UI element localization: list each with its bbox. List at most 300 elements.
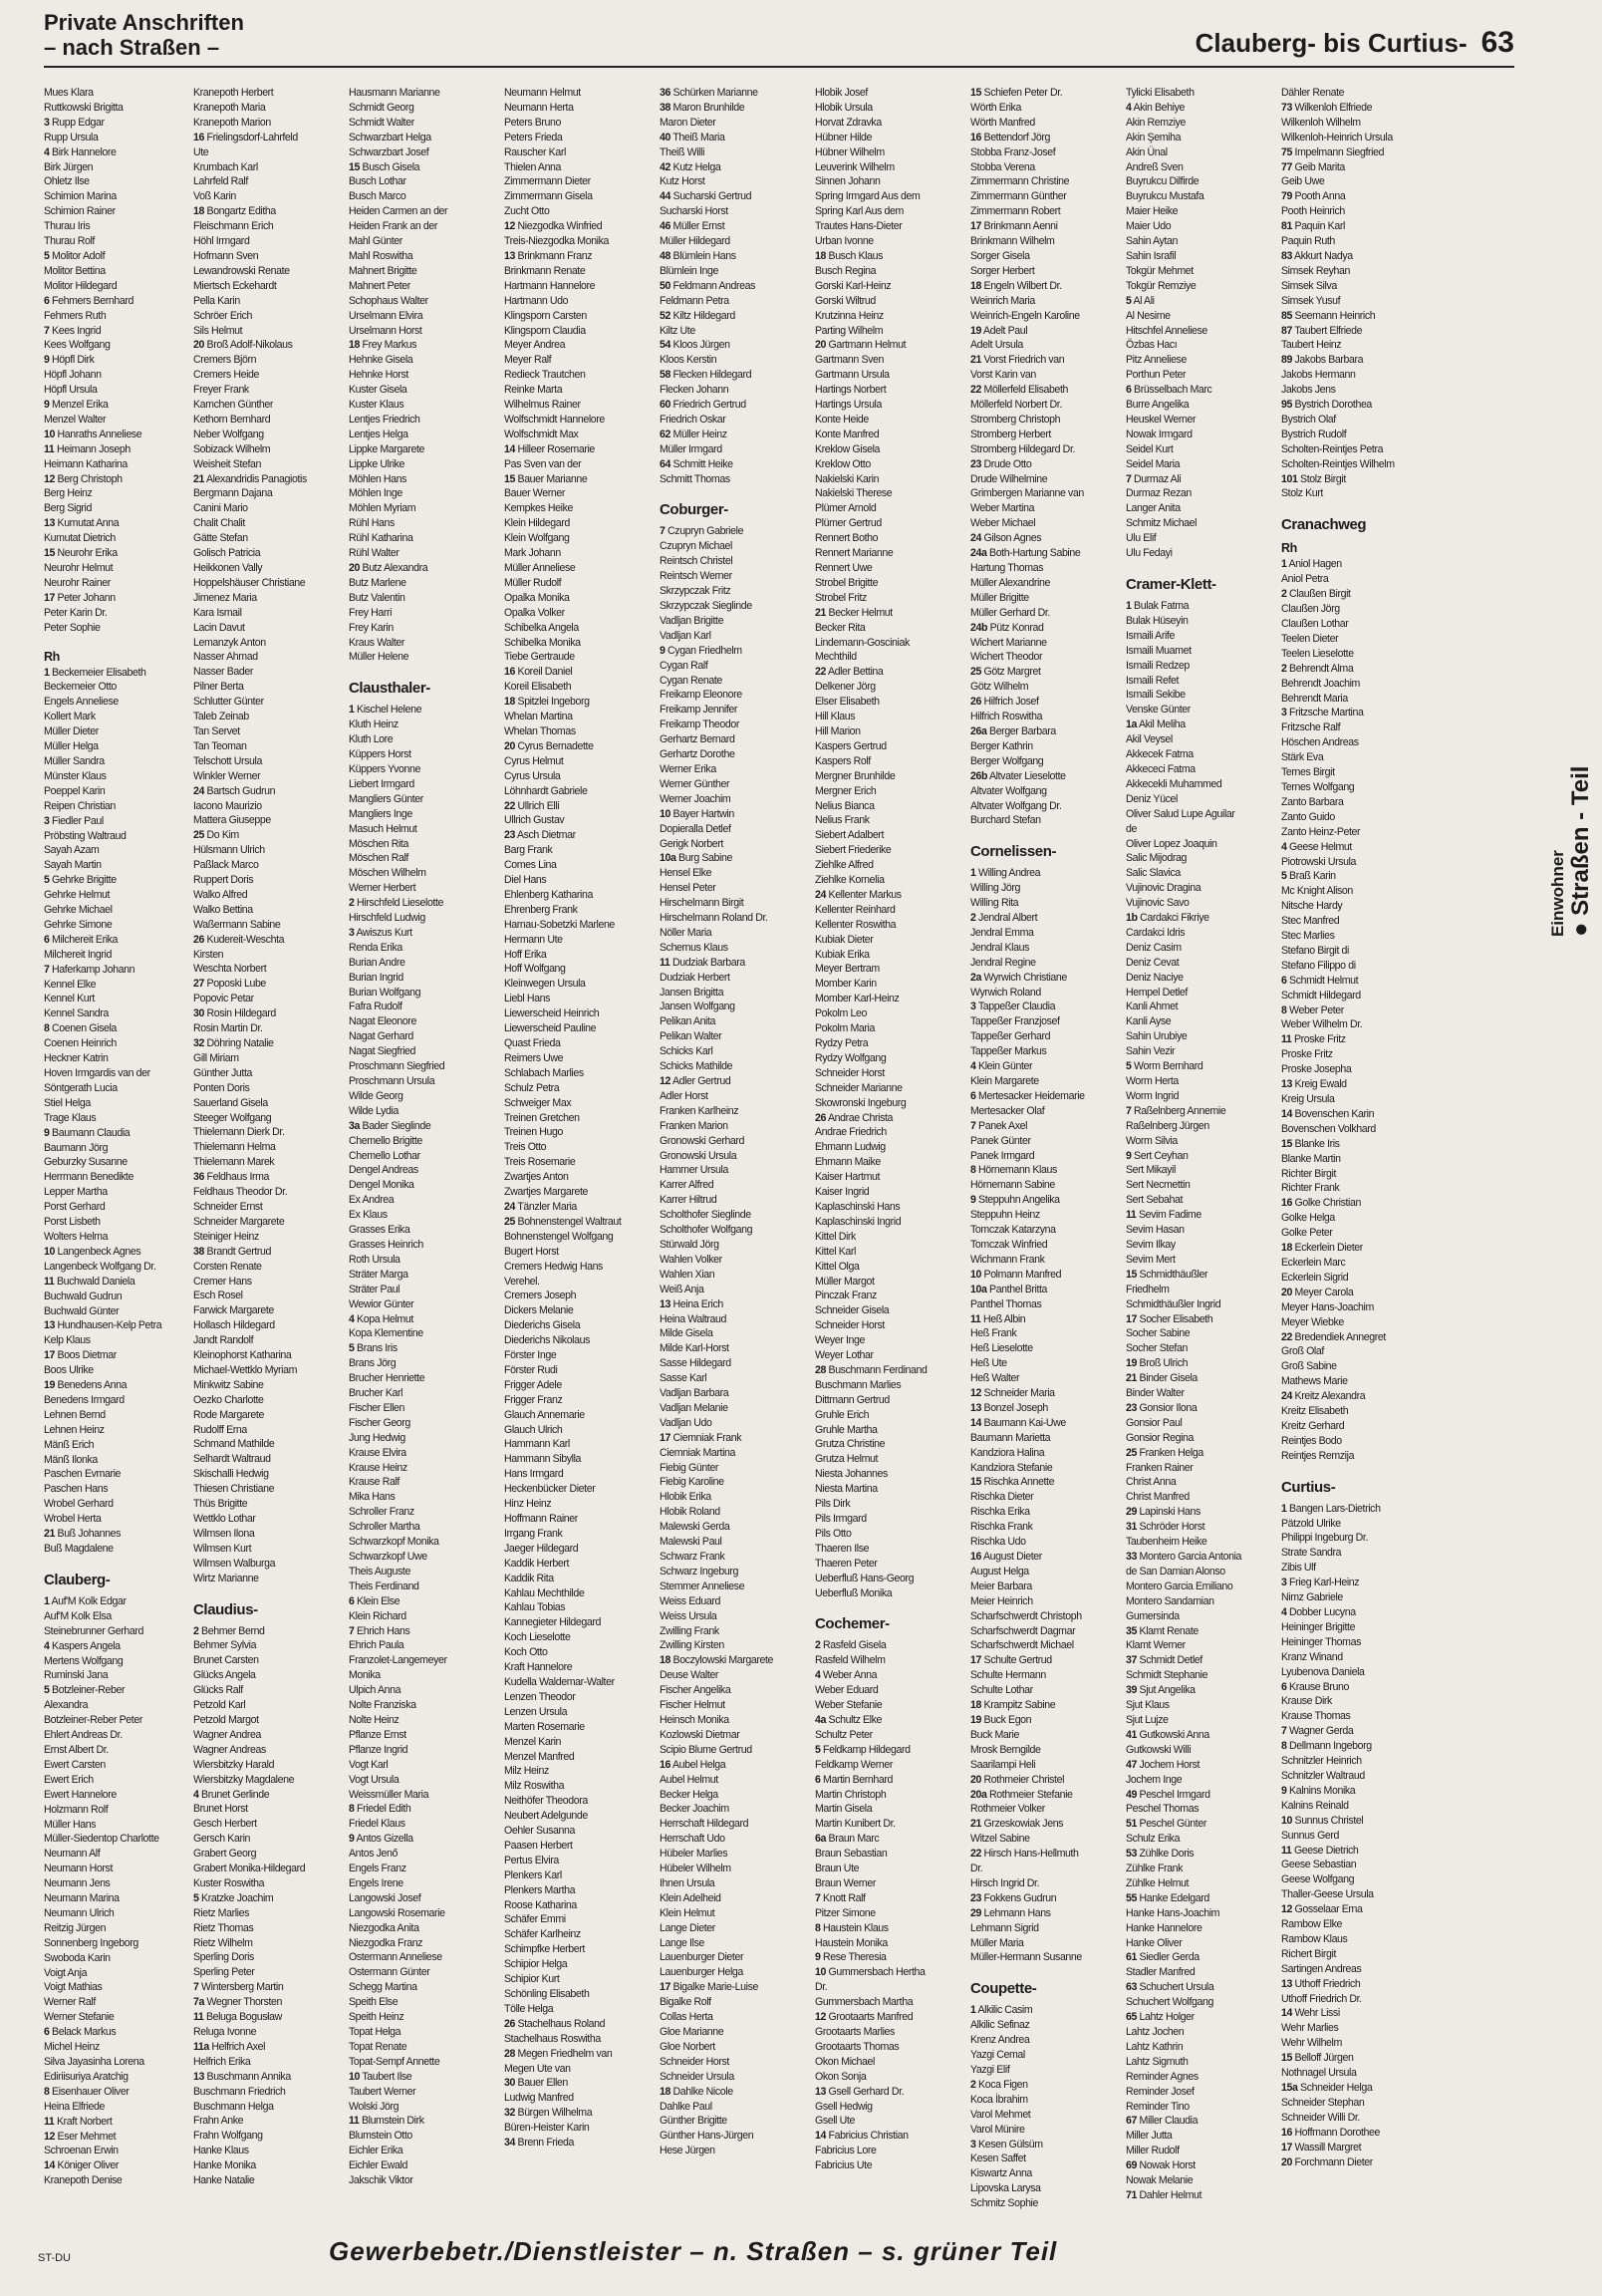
resident-entry: Hartings Ursula [815,399,883,412]
resident-entry: Sartingen Andreas [1281,1962,1362,1975]
resident-entry: Telschott Ursula [193,754,262,767]
resident-entry: Trautes Hans-Dieter [815,220,903,233]
street-heading: Cranachweg [1281,516,1367,534]
resident-entry: Mergner Erich [815,784,877,797]
resident-entry: Reipen Christian [44,799,116,812]
house-number: 26 [193,933,204,946]
resident-entry: 19 Benedens Anna [44,1379,128,1392]
house-number: 3 [1281,707,1287,719]
resident-entry: 10 Gummersbach Hertha [815,1966,926,1979]
resident-entry: 21 Binder Gisela [1126,1372,1198,1385]
resident-entry: Hanke Klaus [193,2145,249,2157]
house-number: 19 [44,1379,55,1392]
house-number: 22 [504,799,515,812]
resident-entry: Sträter Paul [349,1283,400,1295]
house-number: 14 [970,1416,981,1429]
resident-entry: Maron Dieter [660,116,716,129]
resident-entry: Werner Stefanie [44,2011,115,2024]
resident-entry: 1 Aniol Hagen [1281,558,1342,571]
resident-entry: Konte Manfred [815,428,880,440]
resident-entry: Schwarzkopf Uwe [349,1551,427,1563]
resident-entry: Kreitz Gerhard [1281,1419,1345,1432]
resident-entry: Ohletz Ilse [44,175,90,188]
resident-entry: Helfrich Erika [193,2055,251,2068]
resident-entry: Neber Wolfgang [193,428,264,440]
resident-entry: Deniz Cevat [1126,956,1180,969]
resident-entry: Pitz Anneliese [1126,354,1187,367]
house-number: 38 [660,101,670,114]
directory-column-4 [504,86,654,2151]
resident-entry: Zanto Guido [1281,810,1335,823]
house-number: 7 [193,1981,199,1994]
resident-entry: Reintjes Remzija [1281,1449,1355,1462]
resident-entry: Rambow Klaus [1281,1932,1348,1945]
resident-entry: Kandziora Halina [970,1446,1045,1459]
resident-entry: Müller Rudolf [504,576,562,589]
resident-entry: Kreitz Elisabeth [1281,1405,1349,1418]
resident-entry: 21 Vorst Friedrich van [970,354,1065,367]
resident-entry: Rischka Erika [970,1506,1030,1519]
resident-entry: Klamt Werner [1126,1639,1186,1652]
resident-entry: 11 Blumstein Dirk [349,2115,424,2128]
resident-entry: 4 Akin Behiye [1126,101,1186,114]
resident-entry: Winkler Werner [193,769,261,782]
resident-entry: Hartung Thomas [970,562,1044,574]
resident-entry: Rasfeld Wilhelm [815,1654,886,1667]
resident-entry: Klein Hildegard [504,517,570,530]
resident-entry: Milde Karl-Horst [660,1342,729,1355]
resident-entry: 9 Rese Theresia [815,1951,887,1964]
resident-entry: 2 Claußen Birgit [1281,588,1351,601]
resident-entry: 18 Spitzlei Ingeborg [504,696,590,709]
house-number: 13 [660,1297,670,1310]
resident-entry: Paßlack Marco [193,859,259,872]
resident-entry: Hanke Natalie [193,2174,255,2187]
resident-entry: Lindemann-Gosciniak [815,636,910,649]
resident-entry: Nasser Ahmad [193,651,258,664]
resident-entry: Freikamp Eleonore [660,689,742,702]
house-number: 6 [44,294,50,307]
resident-entry: Gorski Wiltrud [815,294,876,307]
resident-entry: Scipio Blume Gertrud [660,1743,752,1756]
resident-entry: Glücks Angela [193,1669,256,1682]
resident-entry: Vogt Ursula [349,1773,400,1786]
resident-entry: Hartmann Udo [504,294,569,307]
house-number: 10 [970,1268,981,1281]
house-number: 18 [815,249,826,262]
resident-entry: Hehnke Gisela [349,354,413,367]
resident-entry: Schegg Martina [349,1981,417,1994]
resident-entry: Müller Dieter [44,725,99,738]
resident-entry: 75 Impelmann Siegfried [1281,145,1385,158]
resident-entry: 11 Heß Albin [970,1312,1026,1325]
house-number: 4 [1126,101,1132,114]
resident-entry: Büren-Heister Karin [504,2122,590,2135]
resident-entry: Küppers Horst [349,748,411,761]
resident-entry: 10 Langenbeck Agnes [44,1245,141,1258]
resident-entry: Porst Gerhard [44,1201,106,1214]
resident-entry: Adelt Ursula [970,339,1023,352]
resident-entry: Kahlau Mechthilde [504,1586,585,1599]
resident-entry: Hanke Monika [193,2159,256,2172]
resident-entry: Kaiser Ingrid [815,1186,870,1199]
resident-entry: Schönling Elisabeth [504,1988,590,2000]
resident-entry: Urselmann Horst [349,324,422,337]
resident-entry: 16 Golke Christian [1281,1197,1361,1210]
resident-entry: Reminder Agnes [1126,2070,1199,2083]
resident-entry: Götz Wilhelm [970,681,1029,694]
resident-entry: 6 Milchereit Erika [44,933,119,946]
resident-entry: Tiebe Gertraude [504,651,575,664]
resident-entry: Gerhartz Bernard [660,733,735,746]
resident-entry: Scharfschwerdt Dagmar [970,1624,1076,1637]
street-heading: Coupette- [970,1980,1037,1998]
resident-entry: Lehmann Sigrid [970,1921,1039,1934]
resident-entry: Verehel. [504,1275,540,1288]
resident-entry: Petzold Karl [193,1699,246,1712]
resident-entry: Vorst Karin van [970,369,1036,382]
resident-entry: Steinebrunner Gerhard [44,1624,143,1637]
house-number: 15 [349,160,360,173]
resident-entry: Roth Ursula [349,1253,400,1266]
resident-entry: Elser Elisabeth [815,696,880,709]
resident-entry: Okon Sonja [815,2070,867,2083]
resident-entry: Pokolm Maria [815,1022,875,1035]
resident-entry: Molitor Bettina [44,264,106,277]
resident-entry: 1 Auf'M Kolk Edgar [44,1594,127,1607]
resident-entry: Kaplaschinski Ingrid [815,1215,902,1228]
house-number: 21 [1126,1372,1137,1385]
footer-note: Gewerbebetr./Dienstleister – n. Straßen – s. grüner Teil [329,2236,1058,2266]
resident-entry: Hanke Hans-Joachim [1126,1906,1220,1919]
resident-entry: 17 Bigalke Marie-Luise [660,1981,758,1994]
house-number: 42 [660,160,670,173]
resident-entry: Brunet Carsten [193,1654,259,1667]
resident-entry: Buck Marie [970,1728,1019,1741]
resident-entry: Lange Ilse [660,1936,704,1949]
resident-entry: 9 Höpfl Dirk [44,354,95,367]
resident-entry: Dickers Melanie [504,1304,574,1317]
resident-entry: Weschta Norbert [193,963,267,976]
resident-entry: 2 Rasfeld Gisela [815,1639,887,1652]
resident-entry: Martin Kunibert Dr. [815,1818,896,1831]
resident-entry: Kaiser Hartmut [815,1171,881,1184]
house-number: 16 [660,1758,670,1771]
resident-entry: Pas Sven van der [504,457,582,470]
resident-entry: Hammer Ursula [660,1164,728,1177]
resident-entry: Schmidt Stephanie [1126,1669,1208,1682]
resident-entry: Venske Günter [1126,704,1191,717]
resident-entry: 23 Fokkens Gudrun [970,1891,1057,1904]
resident-entry: Braun Sebastian [815,1848,888,1861]
resident-entry: Milz Heinz [504,1765,549,1778]
resident-entry: 73 Wilkenloh Elfriede [1281,101,1373,114]
house-number: 12 [815,2011,826,2024]
resident-entry: Kraft Hannelore [504,1661,573,1674]
resident-entry: Özbas Hacı [1126,339,1178,352]
resident-entry: Wrobel Gerhard [44,1498,114,1511]
resident-entry: Kiswartz Anna [970,2167,1032,2180]
resident-entry: Tan Servet [193,724,240,737]
resident-entry: Kranz Winand [1281,1650,1343,1663]
resident-entry: Busch Lothar [349,175,406,188]
resident-entry: Pokolm Leo [815,1007,867,1020]
resident-entry: Schuchert Wolfgang [1126,1996,1214,2009]
resident-entry: Brans Jörg [349,1357,397,1370]
resident-entry: Ediriisuriya Aratchig [44,2070,129,2083]
house-number: 26a [970,724,987,737]
resident-entry: Berger Kathrin [970,739,1033,752]
resident-entry: 20 Broß Adolf-Nikolaus [193,339,293,352]
resident-entry: Parting Wilhelm [815,324,884,337]
resident-entry: 3 Fiedler Paul [44,814,104,827]
resident-entry: Kluth Heinz [349,718,399,731]
resident-entry: 17 Brinkmann Aenni [970,220,1058,233]
resident-entry: Ueberfluß Monika [815,1586,893,1599]
resident-entry: 2 Hirschfeld Lieselotte [349,897,444,910]
resident-entry: Thurau Iris [44,220,91,233]
resident-entry: 9 Menzel Erika [44,399,109,412]
resident-entry: Lemanzyk Anton [193,636,266,649]
resident-entry: Golke Peter [1281,1227,1333,1240]
resident-entry: Busch Regina [815,264,877,277]
resident-entry: 19 Buck Egon [970,1713,1032,1726]
house-number: 71 [1126,2188,1137,2201]
house-number: 16 [970,131,981,144]
resident-entry: Peters Bruno [504,116,562,129]
street-heading: Clausthaler- [349,680,430,698]
house-number: 15 [44,547,55,560]
resident-entry: Stachelhaus Roswitha [504,2032,601,2045]
resident-entry: 12 Adler Gertrud [660,1075,731,1087]
resident-entry: Gätte Stefan [193,532,248,545]
resident-entry: Zucht Otto [504,205,550,218]
resident-entry: Fischer Georg [349,1416,410,1429]
house-number: 9 [815,1951,821,1964]
resident-entry: 16 Aubel Helga [660,1758,726,1771]
house-number: 24 [970,532,981,545]
resident-entry: Paquin Ruth [1281,235,1335,248]
resident-entry: Neumann Ulrich [44,1906,115,1919]
resident-entry: 29 Lehmann Hans [970,1906,1051,1919]
resident-entry: Heinsch Monika [660,1713,729,1726]
resident-entry: 65 Lahtz Holger [1126,2011,1195,2024]
house-number: 24 [504,1200,515,1213]
resident-entry: Cremers Björn [193,354,257,367]
house-number: 79 [1281,190,1292,203]
resident-entry: 87 Taubert Elfriede [1281,324,1363,337]
house-number: 14 [815,2130,826,2143]
house-number: 7 [970,1119,976,1132]
house-number: 61 [1126,1951,1137,1964]
resident-entry: Hermann Ute [504,933,563,946]
resident-entry: Lahrfeld Ralf [193,175,248,188]
resident-entry: Gehrke Simone [44,918,113,931]
resident-entry: Weber Stefanie [815,1699,883,1712]
resident-entry: Worm Silvia [1126,1134,1178,1147]
resident-entry: Lyubenova Daniela [1281,1665,1365,1678]
resident-entry: Sevim Ilkay [1126,1238,1176,1251]
house-number: 25 [504,1215,515,1228]
resident-entry: 13 Kumutat Anna [44,517,120,530]
resident-entry: Freikamp Theodor [660,718,739,731]
house-number: 52 [660,309,670,322]
resident-entry: Höhl Irmgard [193,235,250,248]
house-number: 2 [970,912,976,925]
resident-entry: Raßelnberg Jürgen [1126,1119,1209,1132]
spacer [970,828,1120,838]
resident-entry: Jendral Emma [970,926,1034,939]
resident-entry: 5 Gehrke Brigitte [44,874,117,887]
resident-entry: Möschen Ralf [349,852,408,865]
resident-entry: Kopa Klementine [349,1327,423,1340]
resident-entry: Cremers Hedwig Hans [504,1260,603,1273]
house-number: 44 [660,190,670,203]
resident-entry: Hartings Norbert [815,384,887,397]
resident-entry: Dähler Renate [1281,87,1345,99]
resident-entry: Müller Hans [44,1818,97,1831]
resident-entry: Wettklo Lothar [193,1513,256,1525]
resident-entry: 21 Buß Johannes [44,1528,122,1541]
resident-entry: Claußen Lothar [1281,618,1349,630]
resident-entry: 14 Fabricius Christian [815,2130,909,2143]
resident-entry: Miller Jutta [1126,2130,1173,2143]
resident-entry: Mues Klara [44,87,94,99]
resident-entry: Kandziora Stefanie [970,1461,1053,1474]
resident-entry: Oliver Lopez Joaquin [1126,837,1217,850]
resident-entry: 40 Theiß Maria [660,131,725,144]
resident-entry: Weber Michael [970,517,1036,530]
resident-entry: 9 Sert Ceyhan [1126,1149,1189,1162]
house-number: 15 [504,472,515,485]
resident-entry: Wilkenloh Wilhelm [1281,116,1361,129]
resident-entry: Ewert Hannelore [44,1788,117,1801]
resident-entry: Bigalke Rolf [660,1996,711,2009]
resident-entry: Jung Hedwig [349,1431,405,1444]
resident-entry: Ismaili Sekibe [1126,689,1186,702]
resident-entry: Willing Rita [970,897,1019,910]
house-number: 6 [970,1089,976,1102]
resident-entry: Altvater Wolfgang [970,784,1047,797]
resident-entry: Sträter Marga [349,1268,408,1281]
resident-entry: Brinkmann Renate [504,264,586,277]
resident-entry: Piotrowski Ursula [1281,855,1357,868]
resident-entry: Uthoff Friedrich Dr. [1281,1992,1362,2005]
house-number: 2 [815,1639,821,1652]
house-number: 13 [44,517,55,530]
resident-entry: Stromberg Christoph [970,413,1061,426]
resident-entry: Meyer Hans-Joachim [1281,1300,1374,1313]
resident-entry: Nothnagel Ursula [1281,2067,1357,2080]
resident-entry: Porst Lisbeth [44,1216,101,1229]
resident-entry: 6a Braun Marc [815,1833,880,1846]
resident-entry: 7 Durmaz Ali [1126,472,1182,485]
resident-entry: Pröbsting Waltraud [44,829,127,842]
house-number: 11 [44,442,55,455]
resident-entry: 41 Gutkowski Anna [1126,1728,1209,1741]
resident-entry: Stromberg Herbert [970,428,1051,440]
resident-entry: 24 Bartsch Gudrun [193,784,276,797]
resident-entry: Schmand Mathilde [193,1438,275,1451]
resident-entry: Witzel Sabine [970,1833,1030,1846]
resident-entry: Pils Dirk [815,1498,851,1511]
resident-entry: Sert Necmettin [1126,1179,1191,1192]
resident-entry: Lauenburger Dieter [660,1951,744,1964]
resident-entry: Schweiger Max [504,1096,572,1109]
resident-entry: 21 Becker Helmut [815,606,893,619]
resident-entry: Jochem Inge [1126,1773,1183,1786]
resident-entry: Schneider Marianne [815,1081,903,1094]
resident-entry: Reintjes Bodo [1281,1434,1342,1447]
resident-entry: Neurohr Helmut [44,562,114,574]
house-number: 87 [1281,324,1292,337]
resident-entry: 13 Gsell Gerhard Dr. [815,2085,905,2098]
house-number: 34 [504,2137,515,2150]
resident-entry: Andreß Sven [1126,160,1184,173]
resident-entry: 101 Stolz Birgit [1281,472,1346,485]
resident-entry: Nolte Heinz [349,1713,400,1726]
resident-entry: Rudolff Erna [193,1423,247,1436]
resident-entry: 7 Raßelnberg Annemie [1126,1104,1226,1117]
resident-entry: 5 Kratzke Joachim [193,1891,274,1904]
resident-entry: 6 Mertesacker Heidemarie [970,1089,1085,1102]
house-number: 6 [1281,1680,1287,1693]
resident-entry: Seidel Kurt [1126,442,1174,455]
house-number: 23 [504,829,515,842]
resident-entry: Nagat Gerhard [349,1030,413,1043]
resident-entry: Proschmann Ursula [349,1075,435,1087]
resident-entry: Frahn Anke [193,2115,244,2128]
house-number: 2a [970,971,981,984]
house-number: 22 [970,384,981,397]
resident-entry: 22 Ullrich Elli [504,799,560,812]
resident-entry: Theiß Willi [660,145,705,158]
resident-entry: Brunet Horst [193,1803,248,1816]
resident-entry: Thielemann Helma [193,1141,276,1154]
side-tab-line1: Einwohner [1548,850,1567,937]
resident-entry: Hofmann Sven [193,249,259,262]
resident-entry: Megen Ute van [504,2062,571,2075]
resident-entry: 38 Brandt Gertrud [193,1245,271,1258]
resident-entry: Kreig Ursula [1281,1093,1335,1105]
house-number: 17 [970,1654,981,1667]
resident-entry: Wilkenloh-Heinrich Ursula [1281,131,1393,144]
resident-entry: Gersch Karin [193,1833,251,1846]
resident-entry: Werner Herbert [349,882,416,895]
resident-entry: 3 Awiszus Kurt [349,926,412,939]
resident-entry: Kraus Walter [349,636,405,649]
resident-entry: 8 Haustein Klaus [815,1921,889,1934]
resident-entry: Kollert Mark [44,711,96,723]
resident-entry: Burian Wolfgang [349,986,421,999]
resident-entry: Pelikan Walter [660,1030,722,1043]
resident-entry: 63 Schuchert Ursula [1126,1981,1214,1994]
resident-entry: Ismaili Redzep [1126,659,1190,672]
footer-code: ST-DU [38,2252,71,2264]
house-number: 12 [660,1075,670,1087]
resident-entry: 8 Eisenhauer Oliver [44,2085,130,2098]
resident-entry: Skowronski Ingeburg [815,1096,907,1109]
house-number: 6 [1126,384,1132,397]
house-number: 21 [44,1528,55,1541]
resident-entry: Montero Garcia Emiliano [1126,1579,1233,1592]
resident-entry: Binder Walter [1126,1387,1185,1400]
resident-entry: Kubiak Dieter [815,933,874,946]
resident-entry: Lippke Ulrike [349,457,405,470]
resident-entry: Kees Wolfgang [44,339,111,352]
house-number: 15 [1281,2052,1292,2065]
house-number: 62 [660,428,670,440]
